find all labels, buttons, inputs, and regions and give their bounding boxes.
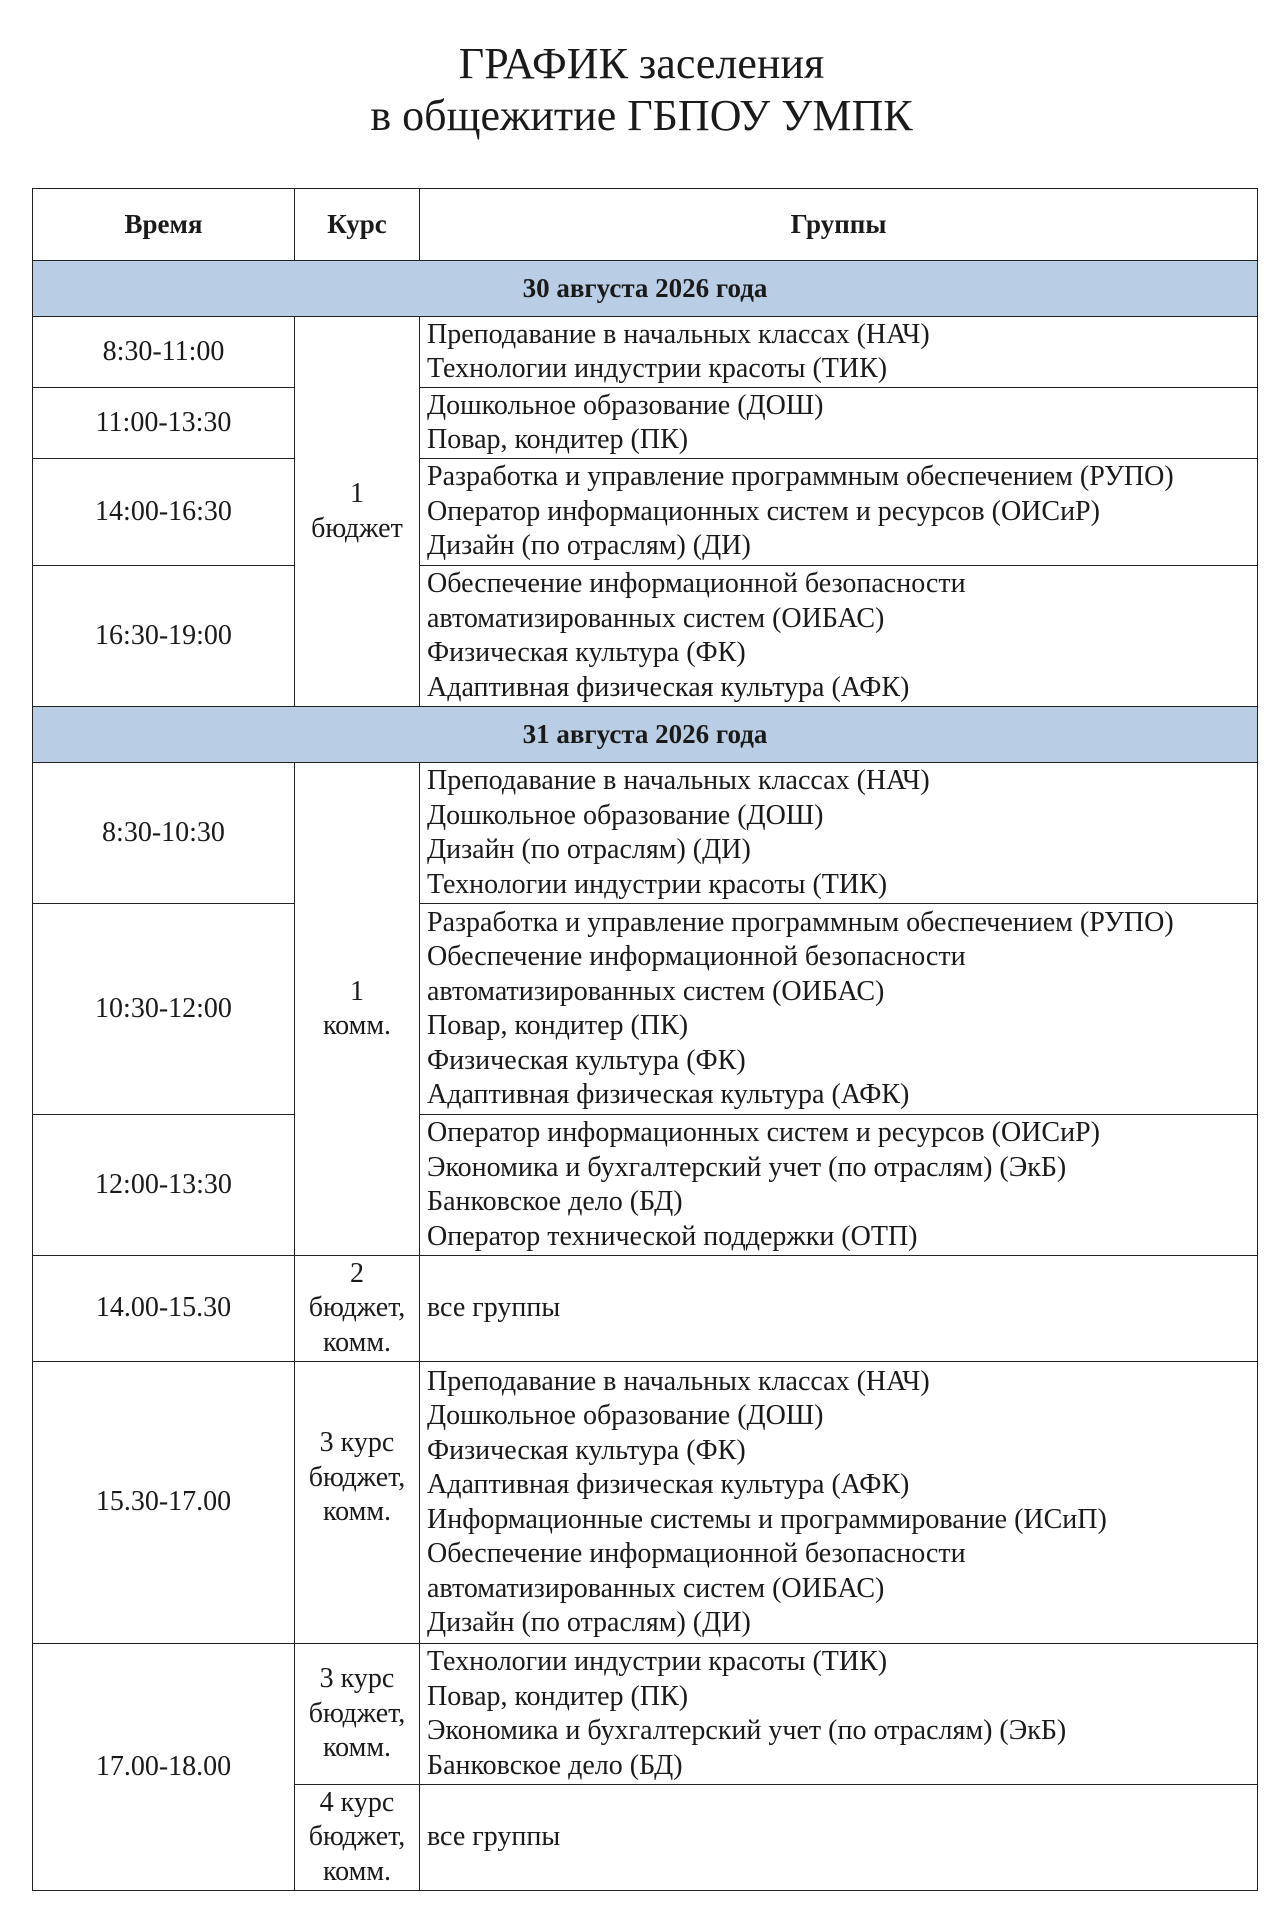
title-line-2: в общежитие ГБПОУ УМПК [370,91,913,140]
course-line: бюджет, [308,1697,406,1729]
group-item: автоматизированных систем (ОИБАС) [427,1572,885,1604]
table-row [33,1644,1258,1785]
time-cell: 16:30-19:00 [33,566,295,707]
time-cell: 17.00-18.00 [33,1644,295,1891]
group-item: Информационные системы и программирование (ИСиП) [427,1503,1107,1535]
group-item: Банковское дело (БД) [427,1186,683,1217]
table-row [33,763,1258,904]
time-cell: 11:00-13:30 [33,388,295,459]
course-line: 3 курс [319,1663,395,1695]
groups-cell [420,317,1258,388]
course-cell [295,1362,420,1644]
group-item: Физическая культура (ФК) [427,1434,746,1466]
table-row [33,1362,1258,1644]
groups-cell [420,1115,1258,1256]
group-item: Обеспечение информационной безопасности [427,568,966,599]
group-item: автоматизированных систем (ОИБАС) [427,602,885,634]
group-item: Адаптивная физическая культура (АФК) [427,1469,910,1500]
course-line: 1 [350,975,364,1007]
group-item: Дошкольное образование (ДОШ) [427,389,824,421]
header-row [33,189,1258,261]
table-row [33,566,1258,707]
time-cell: 14:00-16:30 [33,459,295,566]
title-line-1: ГРАФИК заселения [458,39,825,88]
group-item: Адаптивная физическая культура (АФК) [427,1079,910,1110]
groups-cell [420,459,1258,566]
course-line: 3 курс [319,1427,395,1458]
table-row [33,904,1258,1115]
groups-cell [420,1785,1258,1891]
group-item: Дизайн (по отраслям) (ДИ) [427,530,751,562]
date-row [33,707,1258,763]
group-item: Дошкольное образование (ДОШ) [427,1400,824,1431]
course-cell [295,317,420,707]
group-item: Физическая культура (ФК) [427,1044,746,1076]
table-row [33,1256,1258,1362]
group-item: Разработка и управление программным обеспечением (РУПО) [427,906,1174,938]
groups-cell [420,1362,1258,1644]
header-course: Курс [295,189,420,261]
date-label: 31 августа 2026 года [33,707,1258,763]
course-line: бюджет, [308,1461,406,1493]
course-line: 4 курс [319,1786,395,1818]
time-cell: 15.30-17.00 [33,1362,295,1644]
group-item: Повар, кондитер (ПК) [427,1680,689,1712]
group-item: Оператор информационных систем и ресурсов (ОИСиР) [427,495,1100,527]
schedule-table [32,188,1258,1891]
table-row [33,1115,1258,1256]
group-item: Дизайн (по отраслям) (ДИ) [427,834,751,865]
group-item: Повар, кондитер (ПК) [427,424,689,455]
date-label: 30 августа 2026 года [33,261,1258,317]
group-item: Экономика и бухгалтерский учет (по отраслям) (ЭкБ) [427,1151,1067,1183]
group-item: Адаптивная физическая культура (АФК) [427,671,910,703]
table-row [33,388,1258,459]
groups-cell [420,566,1258,707]
course-line: бюджет [311,512,403,544]
time-cell: 10:30-12:00 [33,904,295,1115]
groups-cell [420,388,1258,459]
group-item: Обеспечение информационной безопасности [427,1538,966,1569]
table-row [33,459,1258,566]
groups-cell [420,1644,1258,1785]
header-time: Время [33,189,295,261]
group-item: Преподавание в начальных классах (НАЧ) [427,318,930,350]
group-item: Разработка и управление программным обеспечением (РУПО) [427,461,1174,493]
course-cell [295,1256,420,1362]
group-item: все группы [427,1292,561,1324]
group-item: Преподавание в начальных классах (НАЧ) [427,765,930,796]
time-cell: 14.00-15.30 [33,1256,295,1362]
course-line: комм. [322,1855,392,1887]
group-item: Оператор технической поддержки (ОТП) [427,1220,918,1252]
group-item: Технологии индустрии красоты (ТИК) [427,353,888,384]
group-item: Повар, кондитер (ПК) [427,1010,689,1041]
course-cell [295,1785,420,1891]
time-cell: 12:00-13:30 [33,1115,295,1256]
group-item: Технологии индустрии красоты (ТИК) [427,1646,888,1677]
header-groups: Группы [420,189,1258,261]
group-item: Технологии индустрии красоты (ТИК) [427,868,888,900]
groups-cell [420,763,1258,904]
course-line: 2 [350,1257,364,1289]
group-item: Преподавание в начальных классах (НАЧ) [427,1365,930,1397]
group-item: Банковское дело (БД) [427,1749,683,1781]
course-cell [295,1644,420,1785]
group-item: Обеспечение информационной безопасности [427,941,966,972]
group-item: Экономика и бухгалтерский учет (по отраслям) (ЭкБ) [427,1715,1067,1746]
groups-cell [420,1256,1258,1362]
page-title [0,0,1283,142]
course-line: комм. [322,1010,392,1041]
time-cell: 8:30-10:30 [33,763,295,904]
course-line: 1 [350,478,364,509]
time-cell: 8:30-11:00 [33,317,295,388]
group-item: автоматизированных систем (ОИБАС) [427,975,885,1007]
groups-cell [420,904,1258,1115]
group-item: Дизайн (по отраслям) (ДИ) [427,1607,751,1638]
group-item: Оператор информационных систем и ресурсов (ОИСиР) [427,1117,1100,1148]
course-line: бюджет, [308,1292,406,1324]
course-line: комм. [322,1732,392,1764]
course-line: бюджет, [308,1821,406,1853]
course-line: комм. [322,1326,392,1358]
group-item: Дошкольное образование (ДОШ) [427,799,824,831]
course-cell [295,763,420,1256]
course-line: комм. [322,1496,392,1527]
date-row [33,261,1258,317]
group-item: все группы [427,1821,561,1853]
table-row [33,317,1258,388]
group-item: Физическая культура (ФК) [427,637,746,668]
